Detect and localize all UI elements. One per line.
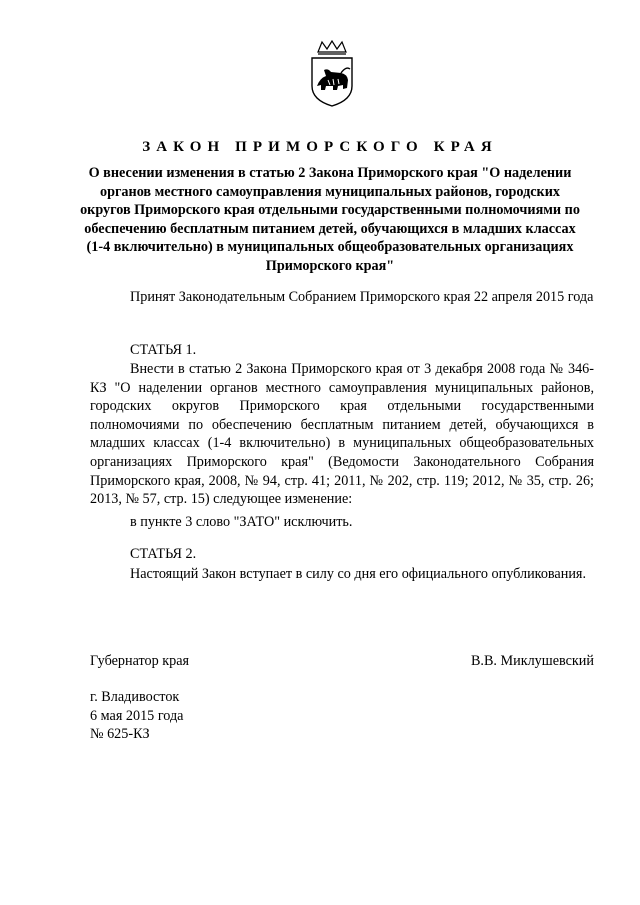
city: г. Владивосток xyxy=(90,689,180,705)
adoption-note: Принят Законодательным Собранием Приморского края 22 апреля 2015 года xyxy=(130,289,594,305)
article-1-heading: СТАТЬЯ 1. xyxy=(130,342,197,358)
article-1-amendment: в пункте 3 слово "ЗАТО" исключить. xyxy=(130,514,353,530)
date: 6 мая 2015 года xyxy=(90,707,184,724)
law-subtitle: О внесении изменения в статью 2 Закона Приморского края "О наделении органов местного самоуправления муниципальных районов, городских округов Приморского края отдельными государственными полномочиями по обеспечению бесплатным питанием детей, обучающихся в младших классах (1-4 включительно) в муниципальных общеобразовательных организациях Приморского края" xyxy=(80,165,580,274)
signatory-name: В.В. Миклушевский xyxy=(470,653,594,669)
article-1-body: Внести в статью 2 Закона Приморского края от 3 декабря 2008 года № 346-КЗ "О наделении органов местного самоуправления муниципальных районов, городских округов Приморского края отдельными государственными полномочиями по обеспечению бесплатным питанием детей, обучающихся в младших классах (1-4 включительно) в муниципальных общеобразовательных организациях Приморского края" (Ведомости Законодательного Собрания Приморского края, 2008, № 94, стр. 41; 2011, № 202, стр. 119; 2012, № 35, стр. 26; 2013, № 57, стр. 15) следующее изменение: xyxy=(90,361,594,508)
article-2-heading: СТАТЬЯ 2. xyxy=(130,546,197,562)
signatory-title: Губернатор края xyxy=(90,653,190,669)
law-number: № 625-КЗ xyxy=(90,726,150,743)
place-and-date xyxy=(90,688,183,744)
article-2-body: Настоящий Закон вступает в силу со дня его официального опубликования. xyxy=(130,566,586,582)
coat-of-arms-icon xyxy=(308,40,356,108)
law-title: ЗАКОН ПРИМОРСКОГО КРАЯ xyxy=(142,139,498,155)
